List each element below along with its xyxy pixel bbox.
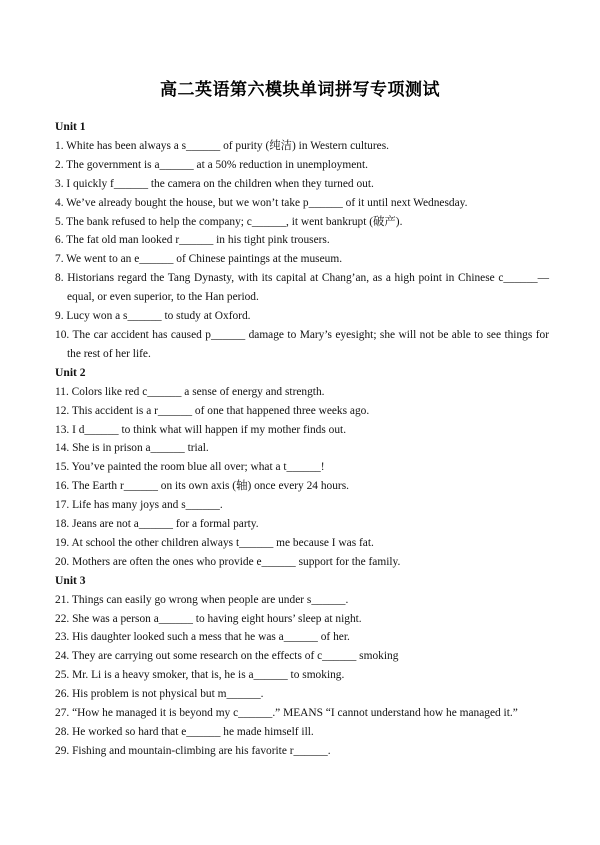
question-item: 1. White has been always a s______ of purity (纯洁) in Western cultures. <box>55 139 389 152</box>
question-item: 3. I quickly f______ the camera on the children when they turned out. <box>55 177 374 190</box>
page-title: 高二英语第六模块单词拼写专项测试 <box>160 80 440 100</box>
question-item: 20. Mothers are often the ones who provide e______ support for the family. <box>55 555 401 568</box>
unit-heading: Unit 1 <box>55 120 86 133</box>
question-item: 8. Historians regard the Tang Dynasty, with its capital at Chang’an, as a high point in Chinese c______—equal, or even superior, to the Han period. <box>55 272 549 304</box>
question-item: 11. Colors like red c______ a sense of energy and strength. <box>55 385 325 398</box>
question-item: 6. The fat old man looked r______ in his tight pink trousers. <box>55 234 330 247</box>
question-item: 19. At school the other children always t______ me because I was fat. <box>55 536 374 549</box>
question-item: 18. Jeans are not a______ for a formal party. <box>55 518 259 531</box>
worksheet-content <box>55 118 549 761</box>
question-item: 9. Lucy won a s______ to study at Oxford. <box>55 310 251 323</box>
question-item: 12. This accident is a r______ of one that happened three weeks ago. <box>55 404 370 417</box>
question-item: 7. We went to an e______ of Chinese paintings at the museum. <box>55 253 343 266</box>
question-item: 21. Things can easily go wrong when people are under s______. <box>55 593 349 606</box>
question-item: 2. The government is a______ at a 50% reduction in unemployment. <box>55 158 368 171</box>
unit-3-section <box>55 572 549 761</box>
question-item: 5. The bank refused to help the company; c______, it went bankrupt (破产). <box>55 215 403 228</box>
unit-heading: Unit 3 <box>55 573 86 587</box>
question-item: 26. His problem is not physical but m______. <box>55 688 264 701</box>
question-item: 4. We’ve already bought the house, but we won’t take p______ of it until next Wednesday. <box>55 196 468 209</box>
question-item: 16. The Earth r______ on its own axis (轴) once every 24 hours. <box>55 480 349 493</box>
question-item: 29. Fishing and mountain-climbing are his favorite r______. <box>55 744 331 757</box>
unit-heading: Unit 2 <box>55 365 86 379</box>
question-item: 25. Mr. Li is a heavy smoker, that is, he is a______ to smoking. <box>55 669 345 682</box>
question-item: 27. “How he managed it is beyond my c______.” MEANS “I cannot understand how he managed it.” <box>55 707 518 720</box>
unit-2-section <box>55 364 549 572</box>
question-item: 15. You’ve painted the room blue all over; what a t______! <box>55 461 325 474</box>
question-item: 13. I d______ to think what will happen if my mother finds out. <box>55 423 347 436</box>
unit-1-section <box>55 118 549 364</box>
question-item: 23. His daughter looked such a mess that he was a______ of her. <box>55 631 350 644</box>
question-item: 22. She was a person a______ to having eight hours’ sleep at night. <box>55 612 362 625</box>
question-item: 14. She is in prison a______ trial. <box>55 442 209 455</box>
question-item: 28. He worked so hard that e______ he made himself ill. <box>55 726 314 738</box>
question-item: 24. They are carrying out some research on the effects of c______ smoking <box>55 650 399 663</box>
question-item: 10. The car accident has caused p______ damage to Mary’s eyesight; she will not be able to see things for the rest of her life. <box>55 328 549 360</box>
question-item: 17. Life has many joys and s______. <box>55 499 223 512</box>
